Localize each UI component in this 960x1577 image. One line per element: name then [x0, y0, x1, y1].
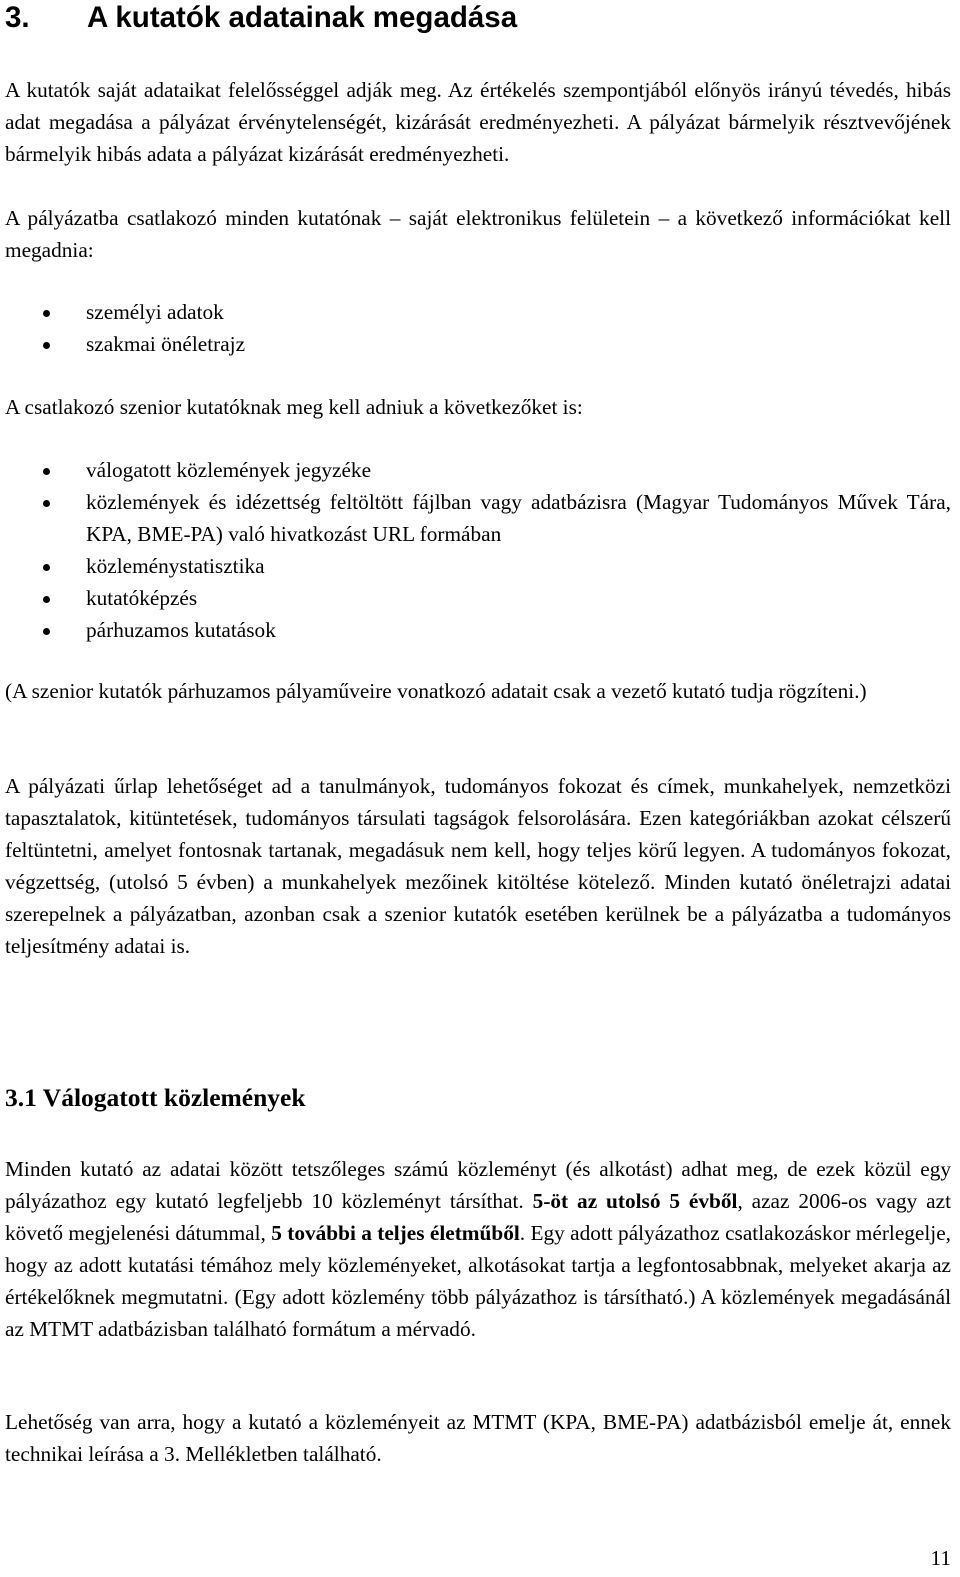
list-item: személyi adatok	[5, 297, 951, 329]
publications-text: Minden kutató az adatai között tetszőleges számú közleményt (és alkotást) adhat meg, de ezek közül egy pályázathoz egy kutató legfeljebb 10 közleményt társíthat.	[5, 1157, 951, 1213]
list-item: kutatóképzés	[5, 583, 951, 615]
list-item: párhuzamos kutatások	[5, 615, 951, 647]
page-number: 11	[930, 1546, 951, 1570]
list-item: válogatott közlemények jegyzéke	[5, 455, 951, 487]
required-info-paragraph: A pályázatba csatlakozó minden kutatónak – saját elektronikus felületein – a következő információkat kell megadnia:	[5, 206, 951, 262]
section-number: 3.	[5, 1, 30, 34]
mtmt-import-paragraph: Lehetőség van arra, hogy a kutató a közleményeit az MTMT (KPA, BME-PA) adatbázisból emelje át, ennek technikai leírása a 3. Mellékletben található.	[5, 1410, 951, 1466]
subsection-heading: 3.1 Válogatott közlemények	[5, 1083, 306, 1112]
publications-paragraph	[5, 1154, 951, 1345]
publications-text: , azaz 2006-os vagy azt követő megjelenési dátummal,	[5, 1188, 951, 1245]
recent-five-emphasis: 5-öt az utolsó 5 évből	[532, 1188, 738, 1213]
form-info-paragraph: A pályázati űrlap lehetőséget ad a tanulmányok, tudományos fokozat és címek, munkahelyek, nemzetközi tapasztalatok, kitüntetések, tudományos társulati tagságok felsorolására. Ezen kategóriákban azokat célszerű feltüntetni, amelyet fontosnak tartanak, megadásuk nem kell, hogy teljes körű legyen. A tudományos fokozat, végzettség, (utolsó 5 évben) a munkahelyek mezőinek kitöltése kötelező. Minden kutató önéletrajzi adatai szerepelnek a pályázatban, azonban csak a szenior kutatók esetében kerülnek be a pályázatba a tudományos teljesítmény adatai is.	[5, 774, 951, 958]
senior-info-list	[5, 455, 951, 646]
list-item: közlemények és idézettség feltöltött fájlban vagy adatbázisra (Magyar Tudományos Művek Tára, KPA, BME-PA) való hivatkozást URL formában	[5, 487, 951, 551]
senior-intro-paragraph: A csatlakozó szenior kutatóknak meg kell adniuk a következőket is:	[5, 395, 583, 419]
intro-paragraph: A kutatók saját adataikat felelősséggel adják meg. Az értékelés szempontjából előnyös irányú tévedés, hibás adat megadása a pályázat érvénytelenségét, kizárását eredményezheti. A pályázat bármelyik résztvevőjének bármelyik hibás adata a pályázat kizárását eredményezheti.	[5, 78, 951, 166]
researcher-info-list	[5, 297, 951, 361]
parallel-note-paragraph: (A szenior kutatók párhuzamos pályaműveire vonatkozó adatait csak a vezető kutató tudja rögzíteni.)	[5, 679, 867, 703]
list-item: szakmai önéletrajz	[5, 329, 951, 361]
lifetime-five-emphasis: 5 további a teljes életműből	[271, 1220, 520, 1245]
section-title: A kutatók adatainak megadása	[87, 1, 518, 34]
list-item: közleménystatisztika	[5, 551, 951, 583]
publications-text: . Egy adott pályázathoz csatlakozáskor mérlegelje, hogy az adott kutatási témához mely közleményeket, alkotásokat tartja a legfontosabbnak, melyeket akarja az értékelőknek megmutatni. (Egy adott közlemény több pályázathoz is társítható.) A közlemények megadásánál az MTMT adatbázisban található formátum a mérvadó.	[5, 1220, 951, 1341]
section-heading	[5, 0, 517, 36]
